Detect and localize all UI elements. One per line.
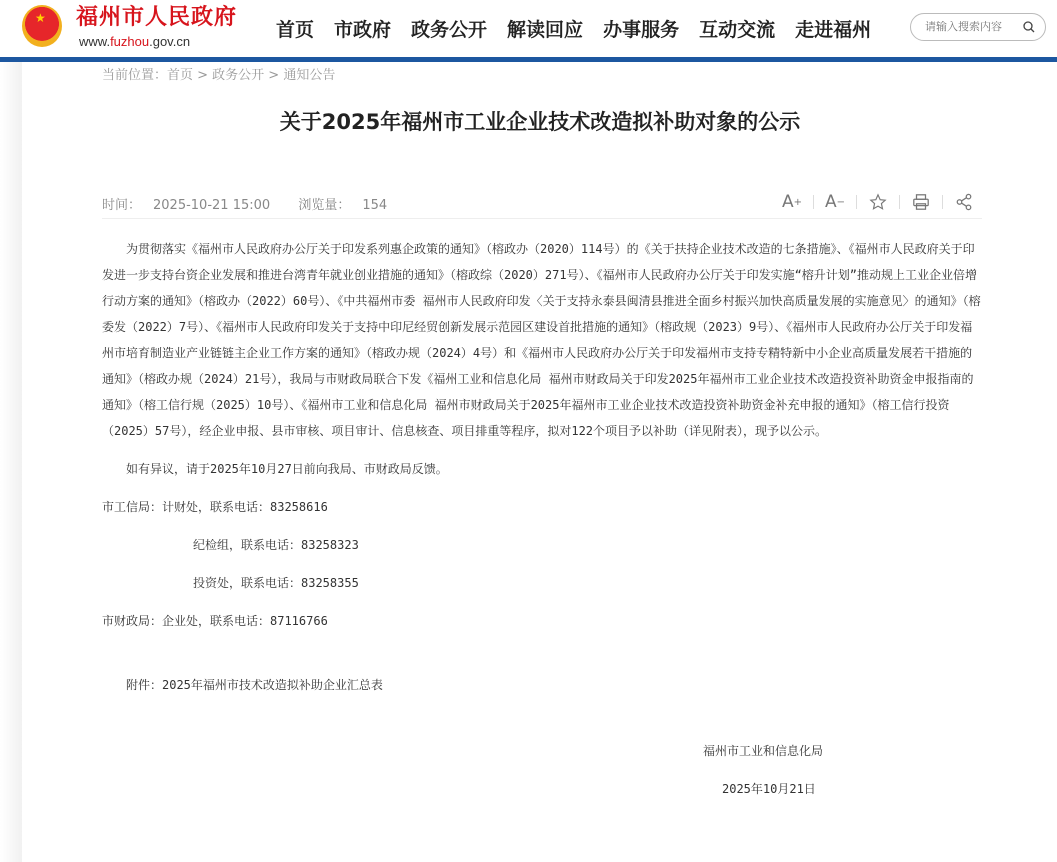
site-url: www.fuzhou.gov.cn [79, 34, 191, 49]
share-icon[interactable] [952, 191, 976, 213]
contact-line: 市财政局：企业处，联系电话：87116766 [102, 614, 328, 628]
nav-city-government[interactable]: 市政府 [334, 19, 392, 41]
nav-government-affairs[interactable]: 政务公开 [411, 19, 488, 41]
time-label: 时间： [102, 198, 142, 213]
star-icon[interactable] [866, 191, 890, 213]
left-shadow [0, 62, 22, 862]
search-input[interactable] [925, 21, 1015, 33]
article-meta [102, 194, 411, 213]
contact-line: 投资处，联系电话：83258355 [193, 576, 359, 590]
star-icon: ★ [35, 11, 46, 25]
article-body [102, 236, 982, 814]
nav-interaction[interactable]: 互动交流 [699, 19, 776, 41]
nav-services[interactable]: 办事服务 [603, 19, 680, 41]
meta-divider [102, 218, 982, 219]
article-tools [780, 191, 976, 213]
body-paragraph: 为贯彻落实《福州市人民政府办公厅关于印发系列惠企政策的通知》（榕政办（2020）114号）的《关于扶持企业技术改造的七条措施》、《福州市人民政府关于印发进一步支持台资企业发展和推进台湾青年就业创业措施的通知》（榕政综（2020）271号）、《福州市人民政府办公厅关于印发实施“榕升计划”推动规上工业企业倍增行动方案的通知》（榕政办（2022）60号）、《中共福州市委 福州市人民政府印发〈关于支持永泰县闽清县推进全面乡村振兴加快高质量发展的实施意见〉的通知》（榕委发（2022）7号）、《福州市人民政府印发关于支持中印尼经贸创新发展示范园区建设首批措施的通知》（榕政规（2023）9号）、《福州市人民政府办公厅关于印发福州市培育制造业产业链链主企业工作方案的通知》（榕政办规（2024）4号）和《福州市人民政府办公厅关于印发福州市支持专精特新中小企业高质量发展若干措施的通知》（榕政办规（2024）21号），我局与市财政局联合下发《福州工业和信息化局 福州市财政局关于印发2025年福州市工业企业技术改造投资补助资金申报指南的通知》（榕工信行规（2025）10号）、《福州市工业和信息化局 福州市财政局关于2025年福州市工业企业技术改造投资补助资金补充申报的通知》（榕工信行投资（2025）57号），经企业申报、县市审核、项目审计、信息核查、项目排重等程序，拟对122个项目予以补助（详见附表），现予以公示。 [102, 242, 981, 438]
publish-time: 2025-10-21 15:00 [153, 198, 271, 213]
page-title: 关于2025年福州市工业企业技术改造拟补助对象的公示 [279, 110, 801, 134]
search-box [910, 13, 1046, 41]
main-nav [276, 15, 871, 42]
nav-interpretation[interactable]: 解读回应 [507, 19, 584, 41]
contact-line: 纪检组，联系电话：83258323 [193, 538, 359, 552]
print-icon[interactable] [909, 191, 933, 213]
search-icon[interactable] [1023, 21, 1035, 33]
national-emblem-logo[interactable] [22, 5, 62, 47]
header-divider [0, 57, 1057, 62]
site-header [0, 0, 1057, 57]
sign-date: 2025年10月21日 [722, 782, 816, 796]
font-smaller-icon[interactable]: A − [824, 192, 846, 212]
site-name[interactable]: 福州市人民政府 [76, 4, 238, 29]
views-label: 浏览量： [298, 198, 351, 213]
contact-line: 市工信局：计财处，联系电话：83258616 [102, 500, 328, 514]
objection-paragraph: 如有异议，请于2025年10月27日前向我局、市财政局反馈。 [126, 462, 448, 476]
breadcrumb: 当前位置：首页 > 政务公开 > 通知公告 [102, 68, 336, 83]
signer: 福州市工业和信息化局 [703, 744, 824, 758]
nav-about-fuzhou[interactable]: 走进福州 [795, 19, 872, 41]
font-larger-icon[interactable]: A + [781, 192, 803, 212]
attachment-link[interactable]: 附件：2025年福州市技术改造拟补助企业汇总表 [126, 678, 383, 692]
view-count: 154 [362, 198, 388, 213]
nav-home[interactable]: 首页 [276, 19, 315, 41]
